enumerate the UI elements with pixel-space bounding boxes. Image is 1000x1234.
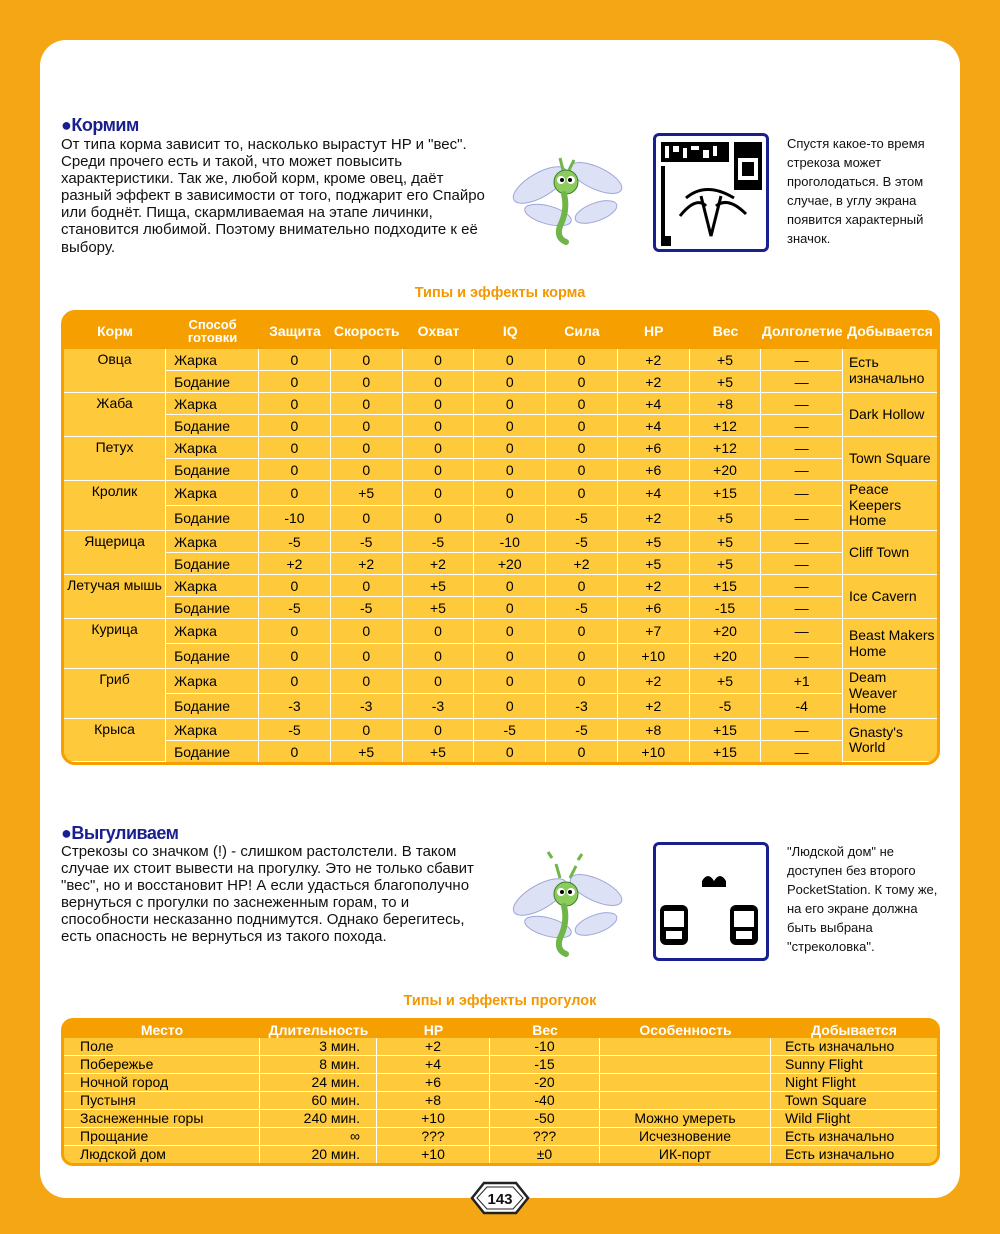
value-cell: 0 bbox=[259, 575, 331, 597]
value-cell: +12 bbox=[690, 415, 762, 437]
section-title-walking: ●Выгуливаем bbox=[61, 823, 179, 843]
value-cell: +20 bbox=[474, 553, 546, 575]
value-cell: 0 bbox=[259, 349, 331, 371]
value-cell: 0 bbox=[403, 719, 475, 741]
value-cell: -15 bbox=[690, 597, 762, 619]
value-cell: -5 bbox=[546, 506, 618, 531]
walk-cell: Прощание bbox=[64, 1128, 260, 1146]
walk-cell: Есть изначально bbox=[785, 1146, 895, 1162]
source-cell: Есть изначально bbox=[843, 349, 937, 393]
value-cell: 0 bbox=[474, 694, 546, 719]
value-cell: -5 bbox=[546, 531, 618, 553]
value-cell: — bbox=[761, 575, 843, 597]
value-cell: +4 bbox=[618, 393, 690, 415]
value-cell: +7 bbox=[618, 619, 690, 644]
value-cell: — bbox=[761, 719, 843, 741]
value-cell: 0 bbox=[546, 371, 618, 393]
value-cell: +5 bbox=[403, 597, 475, 619]
value-cell: 0 bbox=[331, 371, 403, 393]
walk-cell: Wild Flight bbox=[771, 1110, 937, 1128]
value-cell: 0 bbox=[259, 669, 331, 694]
value-cell: +6 bbox=[618, 437, 690, 459]
walk-cell: Можно умереть bbox=[600, 1110, 771, 1128]
value-cell: 0 bbox=[546, 644, 618, 669]
walk-cell: 240 мин. bbox=[260, 1110, 377, 1128]
walk-cell: -50 bbox=[490, 1110, 600, 1128]
page-number-badge bbox=[470, 1180, 530, 1216]
value-cell: 0 bbox=[259, 644, 331, 669]
value-cell: +5 bbox=[403, 575, 475, 597]
feed-header-cell: Скорость bbox=[331, 313, 403, 349]
value-cell: +2 bbox=[403, 553, 475, 575]
value-cell: -5 bbox=[403, 531, 475, 553]
value-cell: +2 bbox=[259, 553, 331, 575]
value-cell: -3 bbox=[331, 694, 403, 719]
value-cell: 0 bbox=[259, 437, 331, 459]
page-number: 143 bbox=[487, 1191, 513, 1208]
walk-cell: -15 bbox=[490, 1056, 600, 1074]
feed-table bbox=[61, 310, 940, 765]
walking-text: Стрекозы со значком (!) - слишком растолстели. В таком случае их стоит вывести на прогулку. Это не только сбавит "вес", но и восстановит HP! А если удасться благополучно вернуться с прогулки по заснеженным горам, то и способности несказанно поднимутся. Однако берегитесь, есть опасность не вернуться из такого похода. bbox=[61, 843, 474, 946]
value-cell: — bbox=[761, 531, 843, 553]
value-cell: 0 bbox=[403, 506, 475, 531]
table-row bbox=[64, 619, 937, 644]
value-cell: 0 bbox=[331, 349, 403, 371]
feed-header-cell: Сила bbox=[546, 313, 618, 349]
method-cell: Бодание bbox=[166, 597, 259, 619]
value-cell: 0 bbox=[403, 415, 475, 437]
value-cell: 0 bbox=[546, 393, 618, 415]
food-name-cell: Петух bbox=[64, 437, 166, 481]
walk-header-cell: Добывается bbox=[771, 1021, 937, 1038]
food-name-cell: Кролик bbox=[64, 481, 166, 531]
value-cell: +12 bbox=[690, 437, 762, 459]
value-cell: 0 bbox=[474, 619, 546, 644]
method-cell: Бодание bbox=[166, 741, 259, 762]
pixel-hungry-icon bbox=[656, 136, 766, 249]
table-row bbox=[64, 644, 937, 669]
value-cell: — bbox=[761, 619, 843, 644]
value-cell: 0 bbox=[331, 437, 403, 459]
value-cell: 0 bbox=[546, 575, 618, 597]
value-cell: -3 bbox=[259, 694, 331, 719]
walk-cell: 3 мин. bbox=[260, 1038, 377, 1056]
value-cell: 0 bbox=[259, 371, 331, 393]
value-cell: — bbox=[761, 371, 843, 393]
walk-cell: +10 bbox=[377, 1110, 490, 1128]
value-cell: +15 bbox=[690, 575, 762, 597]
walk-cell: -10 bbox=[490, 1038, 600, 1056]
value-cell: 0 bbox=[474, 459, 546, 481]
table-row bbox=[64, 349, 937, 371]
value-cell: +5 bbox=[690, 553, 762, 575]
value-cell: 0 bbox=[474, 371, 546, 393]
walk-table bbox=[61, 1018, 940, 1166]
value-cell: 0 bbox=[474, 393, 546, 415]
source-cell: Deam Weaver Home bbox=[843, 669, 937, 719]
table-row bbox=[64, 1110, 937, 1128]
value-cell: +6 bbox=[618, 459, 690, 481]
value-cell: +20 bbox=[690, 644, 762, 669]
value-cell: 0 bbox=[403, 669, 475, 694]
value-cell: +8 bbox=[690, 393, 762, 415]
value-cell: 0 bbox=[474, 506, 546, 531]
value-cell: — bbox=[761, 597, 843, 619]
walk-cell: Есть изначально bbox=[771, 1128, 937, 1146]
feed-table-title: Типы и эффекты корма bbox=[414, 285, 586, 301]
table-row bbox=[64, 531, 937, 553]
value-cell: +5 bbox=[403, 741, 475, 762]
value-cell: +5 bbox=[690, 371, 762, 393]
walk-cell: ±0 bbox=[490, 1146, 600, 1163]
walk-cell: ИК-порт bbox=[600, 1146, 771, 1163]
value-cell: 0 bbox=[546, 415, 618, 437]
walk-cell: ∞ bbox=[260, 1128, 377, 1146]
walk-cell: Людской дом bbox=[64, 1146, 260, 1163]
value-cell: — bbox=[761, 349, 843, 371]
source-cell: Gnasty's World bbox=[843, 719, 937, 762]
value-cell: 0 bbox=[546, 741, 618, 762]
value-cell: 0 bbox=[331, 393, 403, 415]
table-row bbox=[64, 459, 937, 481]
walk-cell: Sunny Flight bbox=[771, 1056, 937, 1074]
value-cell: +15 bbox=[690, 741, 762, 762]
value-cell: — bbox=[761, 393, 843, 415]
table-row bbox=[64, 437, 937, 459]
value-cell: 0 bbox=[546, 481, 618, 506]
value-cell: +2 bbox=[618, 694, 690, 719]
table-row bbox=[64, 371, 937, 393]
table-row bbox=[64, 597, 937, 619]
walk-header-cell: Место bbox=[64, 1021, 260, 1038]
walk-cell: Пустыня bbox=[64, 1092, 260, 1110]
value-cell: 0 bbox=[331, 415, 403, 437]
walk-cell: 20 мин. bbox=[260, 1146, 377, 1163]
walk-cell: Побережье bbox=[64, 1056, 260, 1074]
walk-cell: Есть изначально bbox=[771, 1038, 937, 1056]
value-cell: — bbox=[761, 553, 843, 575]
value-cell: +4 bbox=[618, 415, 690, 437]
value-cell: +20 bbox=[690, 459, 762, 481]
value-cell: — bbox=[761, 644, 843, 669]
table-row bbox=[64, 1056, 937, 1074]
walk-cell: +4 bbox=[377, 1056, 490, 1074]
value-cell: 0 bbox=[259, 741, 331, 762]
value-cell: 0 bbox=[331, 459, 403, 481]
value-cell: -10 bbox=[259, 506, 331, 531]
source-cell: Ice Cavern bbox=[843, 575, 937, 619]
value-cell: — bbox=[761, 415, 843, 437]
food-name-cell: Ящерица bbox=[64, 531, 166, 575]
table-row bbox=[64, 694, 937, 719]
pocketstation-screen-hungry bbox=[653, 133, 769, 252]
value-cell: +2 bbox=[331, 553, 403, 575]
value-cell: — bbox=[761, 741, 843, 762]
method-cell: Бодание bbox=[166, 506, 259, 531]
value-cell: +5 bbox=[618, 531, 690, 553]
value-cell: 0 bbox=[546, 459, 618, 481]
feed-header-cell: Защита bbox=[259, 313, 331, 349]
table-row bbox=[64, 1038, 937, 1056]
method-cell: Жарка bbox=[166, 393, 259, 415]
value-cell: +5 bbox=[690, 531, 762, 553]
method-cell: Жарка bbox=[166, 719, 259, 741]
value-cell: -3 bbox=[546, 694, 618, 719]
value-cell: 0 bbox=[331, 719, 403, 741]
value-cell: 0 bbox=[259, 459, 331, 481]
walk-table-header bbox=[64, 1021, 937, 1038]
value-cell: 0 bbox=[331, 644, 403, 669]
method-cell: Бодание bbox=[166, 644, 259, 669]
feed-header-cell: Охват bbox=[403, 313, 475, 349]
food-name-cell: Жаба bbox=[64, 393, 166, 437]
food-name-cell: Овца bbox=[64, 349, 166, 393]
section-title-feeding: ●Кормим bbox=[61, 115, 139, 135]
value-cell: +5 bbox=[331, 481, 403, 506]
method-cell: Жарка bbox=[166, 575, 259, 597]
feed-header-cell: Добывается bbox=[843, 313, 937, 349]
value-cell: -10 bbox=[474, 531, 546, 553]
value-cell: 0 bbox=[331, 575, 403, 597]
source-cell: Beast Makers Home bbox=[843, 619, 937, 669]
method-cell: Бодание bbox=[166, 415, 259, 437]
method-cell: Бодание bbox=[166, 553, 259, 575]
value-cell: +4 bbox=[618, 481, 690, 506]
method-cell: Бодание bbox=[166, 459, 259, 481]
value-cell: +20 bbox=[690, 619, 762, 644]
food-name-cell: Гриб bbox=[64, 669, 166, 719]
table-row bbox=[64, 1128, 937, 1146]
value-cell: +2 bbox=[618, 371, 690, 393]
value-cell: -3 bbox=[403, 694, 475, 719]
value-cell: +2 bbox=[546, 553, 618, 575]
value-cell: 0 bbox=[474, 597, 546, 619]
feeding-text: От типа корма зависит то, насколько вырастут HP и "вес". Среди прочего есть и такой, что может повысить характеристики. Так же, любой корм, кроме овец, даёт разный эффект в зависимости от того, поджарит его Спайро или боднёт. Пища, скармливаемая на этапе личинки, становится любимой. Поэтому внимательно подходите к её выбору. bbox=[61, 136, 485, 256]
walk-cell: ??? bbox=[490, 1128, 600, 1146]
table-row bbox=[64, 669, 937, 694]
food-name-cell: Летучая мышь bbox=[64, 575, 166, 619]
value-cell: — bbox=[761, 481, 843, 506]
value-cell: -5 bbox=[331, 531, 403, 553]
value-cell: +2 bbox=[618, 575, 690, 597]
value-cell: — bbox=[761, 506, 843, 531]
value-cell: +2 bbox=[618, 506, 690, 531]
dragonfly-illustration-2 bbox=[508, 842, 623, 962]
table-row bbox=[64, 553, 937, 575]
table-row bbox=[64, 741, 937, 762]
value-cell: +6 bbox=[618, 597, 690, 619]
method-cell: Жарка bbox=[166, 349, 259, 371]
walk-caption: "Людской дом" не доступен без второго PocketStation. К тому же, на его экране должна быть выбрана "стреколовка". bbox=[787, 844, 938, 954]
walk-cell: Заснеженные горы bbox=[64, 1110, 260, 1128]
table-row bbox=[64, 393, 937, 415]
value-cell: +5 bbox=[690, 669, 762, 694]
value-cell: 0 bbox=[259, 415, 331, 437]
value-cell: -4 bbox=[761, 694, 843, 719]
feed-header-cell: Способ готовки bbox=[166, 313, 259, 349]
feed-header-cell: Корм bbox=[64, 313, 166, 349]
walk-table-title: Типы и эффекты прогулок bbox=[403, 993, 597, 1009]
pixel-pocketstation-icon bbox=[656, 845, 766, 958]
method-cell: Бодание bbox=[166, 371, 259, 393]
walk-header-cell: HP bbox=[377, 1021, 490, 1038]
value-cell: 0 bbox=[259, 619, 331, 644]
value-cell: 0 bbox=[546, 349, 618, 371]
value-cell: 0 bbox=[474, 349, 546, 371]
method-cell: Бодание bbox=[166, 694, 259, 719]
value-cell: 0 bbox=[331, 669, 403, 694]
value-cell: -5 bbox=[690, 694, 762, 719]
walk-cell: Ночной город bbox=[64, 1074, 260, 1092]
value-cell: +1 bbox=[761, 669, 843, 694]
feed-header-cell: Долголетие bbox=[761, 313, 843, 349]
food-name-cell: Крыса bbox=[64, 719, 166, 762]
value-cell: 0 bbox=[403, 371, 475, 393]
value-cell: 0 bbox=[474, 437, 546, 459]
value-cell: 0 bbox=[403, 481, 475, 506]
value-cell: 0 bbox=[403, 459, 475, 481]
value-cell: -5 bbox=[259, 719, 331, 741]
table-row bbox=[64, 575, 937, 597]
value-cell: +8 bbox=[618, 719, 690, 741]
table-row bbox=[64, 1074, 937, 1092]
feed-header-cell: IQ bbox=[474, 313, 546, 349]
table-row bbox=[64, 719, 937, 741]
value-cell: +5 bbox=[618, 553, 690, 575]
walk-cell: ??? bbox=[377, 1128, 490, 1146]
value-cell: 0 bbox=[546, 437, 618, 459]
value-cell: +5 bbox=[690, 506, 762, 531]
table-row bbox=[64, 1092, 937, 1110]
hungry-caption: Спустя какое-то время стрекоза может проголодаться. В этом случае, в углу экрана появится характерный значок. bbox=[787, 136, 925, 246]
value-cell: -5 bbox=[546, 597, 618, 619]
walk-cell bbox=[600, 1074, 771, 1092]
walk-header-cell: Вес bbox=[490, 1021, 600, 1038]
dragonfly-illustration bbox=[508, 130, 623, 248]
walk-cell bbox=[600, 1038, 771, 1056]
walk-cell: 60 мин. bbox=[260, 1092, 377, 1110]
table-row bbox=[64, 506, 937, 531]
walk-cell: Исчезновение bbox=[600, 1128, 771, 1146]
value-cell: 0 bbox=[474, 415, 546, 437]
value-cell: 0 bbox=[474, 575, 546, 597]
walk-cell: 8 мин. bbox=[260, 1056, 377, 1074]
value-cell: 0 bbox=[403, 393, 475, 415]
value-cell: +5 bbox=[690, 349, 762, 371]
value-cell: +10 bbox=[618, 741, 690, 762]
value-cell: 0 bbox=[403, 619, 475, 644]
walk-cell: +6 bbox=[377, 1074, 490, 1092]
food-name-cell: Курица bbox=[64, 619, 166, 669]
walk-cell: -20 bbox=[490, 1074, 600, 1092]
value-cell: -5 bbox=[331, 597, 403, 619]
value-cell: 0 bbox=[474, 741, 546, 762]
value-cell: 0 bbox=[474, 669, 546, 694]
value-cell: -5 bbox=[474, 719, 546, 741]
source-cell: Dark Hollow bbox=[843, 393, 937, 437]
value-cell: +5 bbox=[331, 741, 403, 762]
source-cell: Peace Keepers Home bbox=[843, 481, 937, 531]
walk-cell: Town Square bbox=[771, 1092, 937, 1110]
feed-table-header bbox=[64, 313, 937, 349]
value-cell: 0 bbox=[259, 481, 331, 506]
value-cell: 0 bbox=[546, 619, 618, 644]
value-cell: 0 bbox=[331, 506, 403, 531]
value-cell: -5 bbox=[546, 719, 618, 741]
value-cell: — bbox=[761, 459, 843, 481]
walk-cell: Поле bbox=[64, 1038, 260, 1056]
value-cell: +15 bbox=[690, 481, 762, 506]
feed-header-cell: HP bbox=[618, 313, 690, 349]
value-cell: -5 bbox=[259, 597, 331, 619]
pocketstation-screen-walk bbox=[653, 842, 769, 961]
method-cell: Жарка bbox=[166, 531, 259, 553]
walk-cell: +2 bbox=[377, 1038, 490, 1056]
method-cell: Жарка bbox=[166, 669, 259, 694]
value-cell: +2 bbox=[618, 349, 690, 371]
method-cell: Жарка bbox=[166, 437, 259, 459]
value-cell: 0 bbox=[474, 481, 546, 506]
value-cell: 0 bbox=[331, 619, 403, 644]
value-cell: 0 bbox=[259, 393, 331, 415]
value-cell: +15 bbox=[690, 719, 762, 741]
walk-cell: -40 bbox=[490, 1092, 600, 1110]
feed-header-cell: Вес bbox=[690, 313, 762, 349]
value-cell: 0 bbox=[546, 669, 618, 694]
walk-cell bbox=[600, 1056, 771, 1074]
walk-cell: Night Flight bbox=[771, 1074, 937, 1092]
table-row bbox=[64, 1146, 937, 1163]
value-cell: -5 bbox=[259, 531, 331, 553]
table-row bbox=[64, 415, 937, 437]
walk-cell: 24 мин. bbox=[260, 1074, 377, 1092]
value-cell: 0 bbox=[403, 349, 475, 371]
walk-header-cell: Особенность bbox=[600, 1021, 771, 1038]
method-cell: Жарка bbox=[166, 619, 259, 644]
table-row bbox=[64, 481, 937, 506]
value-cell: 0 bbox=[474, 644, 546, 669]
value-cell: 0 bbox=[403, 644, 475, 669]
value-cell: 0 bbox=[403, 437, 475, 459]
value-cell: +2 bbox=[618, 669, 690, 694]
method-cell: Жарка bbox=[166, 481, 259, 506]
value-cell: — bbox=[761, 437, 843, 459]
walk-cell: +8 bbox=[377, 1092, 490, 1110]
walk-cell: +10 bbox=[377, 1146, 490, 1163]
source-cell: Town Square bbox=[843, 437, 937, 481]
value-cell: +10 bbox=[618, 644, 690, 669]
walk-cell bbox=[600, 1092, 771, 1110]
walk-header-cell: Длительность bbox=[260, 1021, 377, 1038]
source-cell: Cliff Town bbox=[843, 531, 937, 575]
